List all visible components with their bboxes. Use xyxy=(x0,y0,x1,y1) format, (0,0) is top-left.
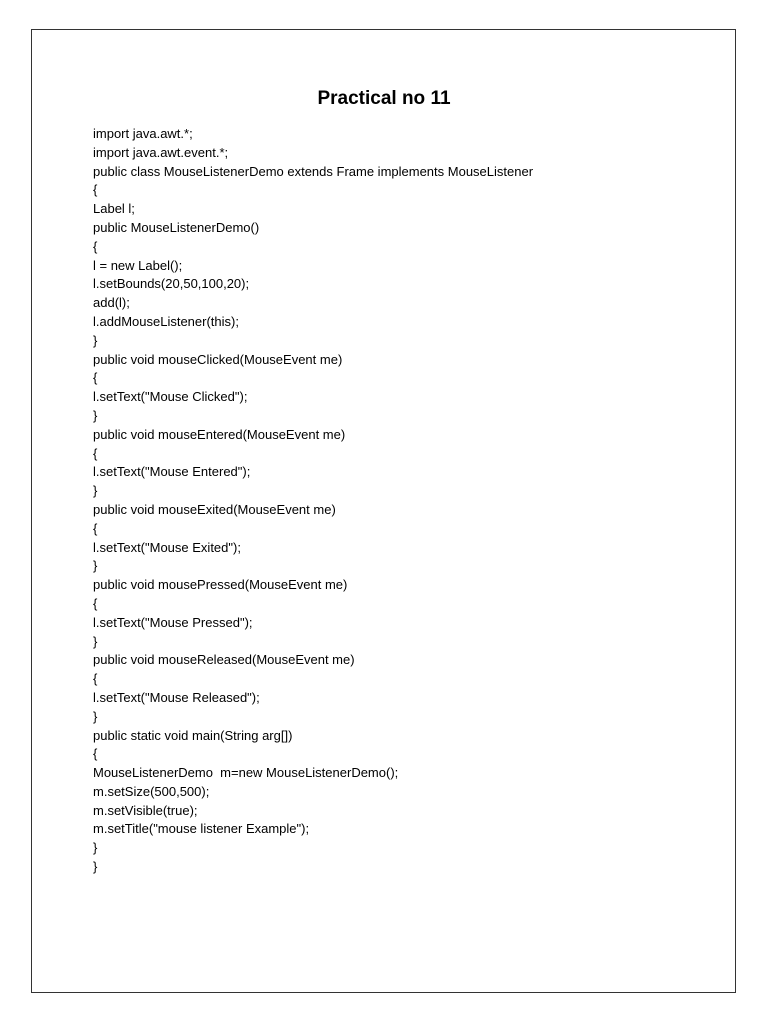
code-line: } xyxy=(93,633,98,649)
code-line: l.setText("Mouse Entered"); xyxy=(93,464,251,480)
code-line: MouseListenerDemo m=new MouseListenerDemo(); xyxy=(93,765,399,781)
code-line: } xyxy=(93,483,98,499)
code-line: l.addMouseListener(this); xyxy=(93,313,239,329)
code-line: public void mouseEntered(MouseEvent me) xyxy=(93,426,346,442)
code-line: { xyxy=(93,671,98,687)
code-line: Label l; xyxy=(93,201,135,217)
code-line: l.setText("Mouse Exited"); xyxy=(93,539,241,555)
code-line: { xyxy=(93,595,98,611)
code-line: l = new Label(); xyxy=(93,257,183,273)
code-line: } xyxy=(93,708,98,724)
code-line: { xyxy=(93,182,98,198)
code-line: { xyxy=(93,746,98,762)
code-line: public class MouseListenerDemo extends Frame implements MouseListener xyxy=(93,163,534,179)
code-line: { xyxy=(93,370,98,386)
code-line: import java.awt.event.*; xyxy=(93,144,229,160)
code-line: public void mouseReleased(MouseEvent me) xyxy=(93,652,355,668)
code-line: l.setText("Mouse Pressed"); xyxy=(93,614,253,630)
code-line: import java.awt.*; xyxy=(93,126,193,141)
code-line: add(l); xyxy=(93,295,130,311)
code-line: public void mouseClicked(MouseEvent me) xyxy=(93,351,343,367)
code-line: { xyxy=(93,238,98,254)
code-line: { xyxy=(93,445,98,461)
code-line: l.setText("Mouse Released"); xyxy=(93,689,260,705)
page-title: Practical no 11 xyxy=(317,88,451,109)
code-line: } xyxy=(93,332,98,348)
code-line: } xyxy=(93,407,98,423)
code-line: } xyxy=(93,558,98,574)
code-line: public static void main(String arg[]) xyxy=(93,727,293,743)
code-line: l.setBounds(20,50,100,20); xyxy=(93,276,250,292)
code-line: m.setSize(500,500); xyxy=(93,783,210,799)
code-line: l.setText("Mouse Clicked"); xyxy=(93,389,248,405)
code-line: public void mouseExited(MouseEvent me) xyxy=(93,501,336,517)
code-line: { xyxy=(93,520,98,536)
code-line: m.setVisible(true); xyxy=(93,802,198,818)
code-line: } xyxy=(93,840,98,856)
code-line: public void mousePressed(MouseEvent me) xyxy=(93,577,348,593)
code-line: m.setTitle("mouse listener Example"); xyxy=(93,821,310,837)
code-listing xyxy=(93,125,713,877)
code-line: } xyxy=(93,859,98,875)
code-line: public MouseListenerDemo() xyxy=(93,219,260,235)
